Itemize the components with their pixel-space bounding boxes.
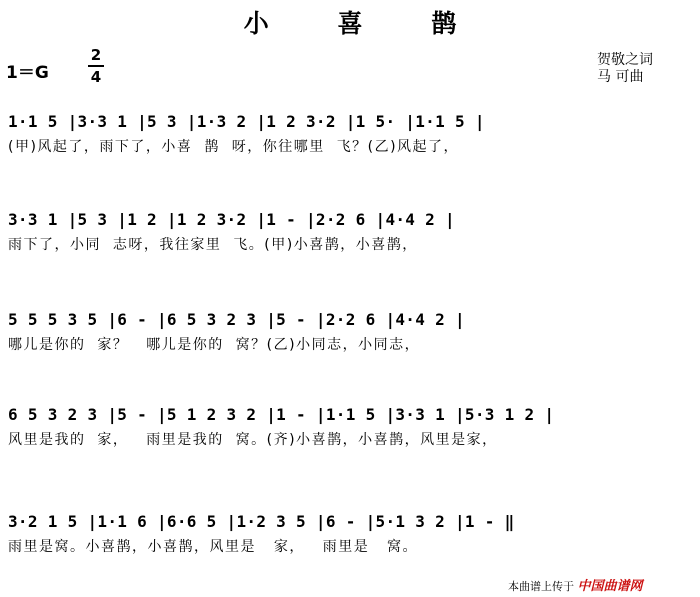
score-line-2 bbox=[0, 210, 700, 290]
notes-row: 6 5 3 2 3 |5 - |5 1 2 3 2 |1 - |1·1 5 |3·3 1 |5·3 1 2 | bbox=[8, 405, 555, 424]
credits bbox=[597, 52, 653, 86]
footer-text: 本曲谱上传于 bbox=[508, 580, 574, 593]
score-line-4 bbox=[0, 405, 700, 485]
notes-row: 3·2 1 5 |1·1 6 |6·6 5 |1·2 3 5 |6 - |5·1 3 2 |1 - ‖ bbox=[8, 512, 515, 531]
lyrics-row: (甲)风起了，雨下了，小喜 鹊 呀，你往哪里 飞？(乙)风起了， bbox=[8, 139, 460, 155]
lyrics-row: 风里是我的 家， 雨里是我的 窝。(齐)小喜鹊，小喜鹊，风里是家， bbox=[8, 432, 498, 448]
time-signature bbox=[88, 47, 104, 86]
lyrics-row: 哪儿是你的 家？ 哪儿是你的 窝？(乙)小同志，小同志， bbox=[8, 337, 421, 353]
notes-row: 3·3 1 |5 3 |1 2 |1 2 3·2 |1 - |2·2 6 |4·4 2 | bbox=[8, 210, 455, 229]
time-signature-bottom: 4 bbox=[90, 68, 102, 86]
footer-credit bbox=[508, 575, 643, 594]
key-signature: 1＝G bbox=[6, 63, 49, 83]
time-signature-top: 2 bbox=[90, 46, 102, 64]
notes-row: 1·1 5 |3·3 1 |5 3 |1·3 2 |1 2 3·2 |1 5· |1·1 5 | bbox=[8, 112, 485, 131]
site-logo: 中国曲谱网 bbox=[577, 579, 643, 594]
lyrics-row: 雨里是窝。小喜鹊，小喜鹊，风里是 家， 雨里是 窝。 bbox=[8, 539, 419, 555]
lyrics-row: 雨下了，小同 志呀，我往家里 飞。(甲)小喜鹊，小喜鹊， bbox=[8, 237, 418, 253]
lyricist-credit: 贺敬之词 bbox=[597, 52, 653, 68]
page-title: 小 喜 鹊 bbox=[243, 9, 487, 38]
time-signature-bar bbox=[88, 65, 104, 67]
score-line-3 bbox=[0, 310, 700, 390]
notes-row: 5 5 5 3 5 |6 - |6 5 3 2 3 |5 - |2·2 6 |4·4 2 | bbox=[8, 310, 465, 329]
score-line-1 bbox=[0, 112, 700, 192]
composer-credit: 马 可曲 bbox=[597, 69, 644, 85]
